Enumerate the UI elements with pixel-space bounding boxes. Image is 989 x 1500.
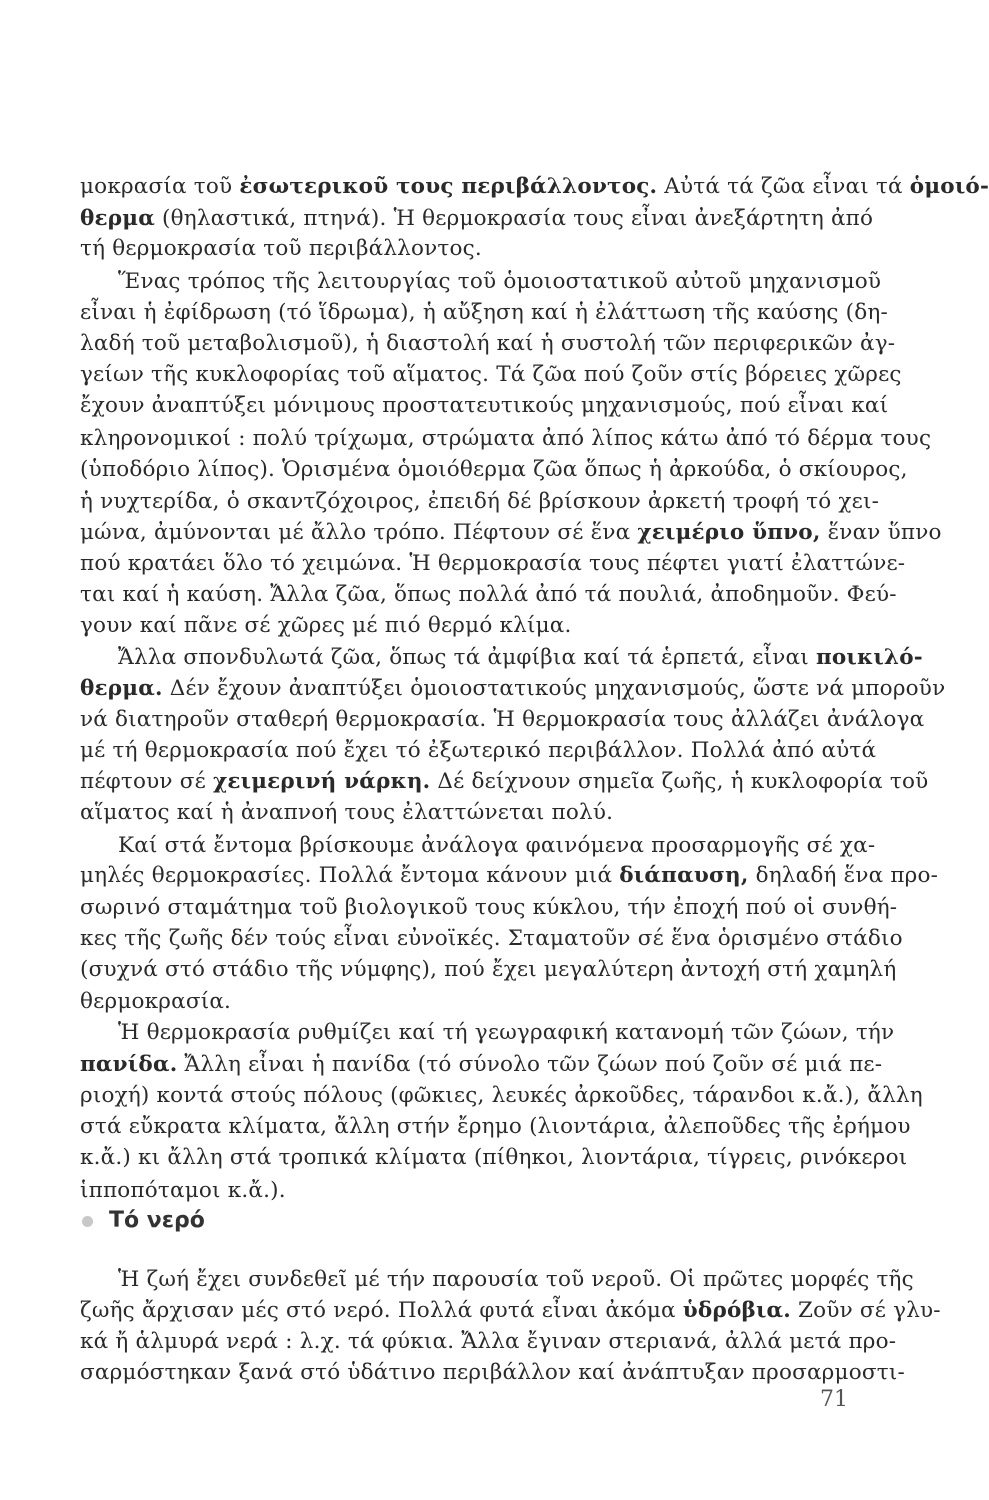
text-run: ἔχουν ἀναπτύξει μόνιμους προστατευτικούς μηχανισμούς, πού εἶναι καί	[80, 393, 889, 418]
text-line	[80, 1143, 908, 1173]
text-run: πέφτουν σέ	[80, 769, 213, 794]
text-line	[80, 736, 877, 766]
text-run: Ἡ ζωή ἔχει συνδεθεῖ μέ τήν παρουσία τοῦ νεροῦ. Οἱ πρῶτες μορφές τῆς	[118, 1267, 914, 1292]
text-run: Ἄλλα σπονδυλωτά ζῶα, ὅπως τά ἀμφίβια καί τά ἑρπετά, εἶναι	[118, 645, 816, 670]
text-line	[80, 360, 902, 390]
text-run: Καί στά ἔντομα βρίσκουμε ἀνάλογα φαινόμενα προσαρμογῆς σέ χα-	[118, 833, 876, 858]
text-run: ἡ νυχτερίδα, ὁ σκαντζόχοιρος, ἐπειδή δέ βρίσκουν ἀρκετή τροφή τό χει-	[80, 489, 880, 514]
text-line	[80, 518, 942, 548]
text-line	[80, 767, 929, 797]
text-line	[118, 831, 876, 861]
text-run: δηλαδή ἕνα προ-	[748, 863, 939, 888]
text-run: ζωῆς ἄρχισαν μές στό νερό. Πολλά φυτά εἶναι ἀκόμα	[80, 1298, 683, 1323]
bold-term: ὑδρόβια.	[682, 1298, 791, 1323]
text-run: πού κρατάει ὅλο τό χειμώνα. Ἡ θερμοκρασία τους πέφτει γιατί ἐλαττώνε-	[80, 551, 906, 576]
bold-term: χειμερινή νάρκη.	[213, 769, 431, 794]
text-line	[80, 924, 903, 954]
text-run: μοκρασία τοῦ	[80, 174, 240, 199]
text-run: (ὑποδόριο λίπος). Ὁρισμένα ὁμοιόθερμα ζῶα ὅπως ἡ ἀρκούδα, ὁ σκίουρος,	[80, 457, 908, 482]
text-line	[80, 1176, 840, 1206]
text-line	[80, 1358, 905, 1388]
text-line	[80, 298, 888, 328]
text-line	[80, 329, 896, 359]
text-run: εἶναι ἡ ἐφίδρωση (τό ἵδρωμα), ἡ αὔξηση καί ἡ ἐλάττωση τῆς καύσης (δη-	[80, 300, 888, 325]
bold-term: ποικιλό-	[815, 645, 923, 670]
bold-term: διάπαυση,	[619, 863, 749, 888]
text-line	[80, 1050, 883, 1080]
bold-term: θερμα.	[80, 676, 163, 701]
text-line	[80, 391, 889, 421]
text-run: νά διατηροῦν σταθερή θερμοκρασία. Ἡ θερμοκρασία τους ἀλλάζει ἀνάλογα	[80, 707, 925, 732]
text-run: γουν καί πᾶνε σέ χῶρες μέ πιό θερμό κλίμα.	[80, 613, 572, 638]
text-run: ται καί ἡ καύση. Ἄλλα ζῶα, ὅπως πολλά ἀπό τά πουλιά, ἀποδημοῦν. Φεύ-	[80, 582, 897, 607]
text-line	[80, 893, 898, 923]
text-line	[80, 611, 840, 641]
bold-term: ὁμοιό-	[909, 174, 989, 199]
text-line	[80, 204, 874, 234]
text-run: Ἡ θερμοκρασία ρυθμίζει καί τή γεωγραφική κατανομή τῶν ζώων, τήν	[118, 1020, 895, 1045]
page-number: 71	[820, 1387, 848, 1412]
text-line	[80, 1081, 923, 1111]
text-line	[80, 955, 897, 985]
text-run: θερμοκρασία.	[80, 989, 232, 1014]
text-run: μηλές θερμοκρασίες. Πολλά ἔντομα κάνουν μιά	[80, 863, 620, 888]
text-run: κες τῆς ζωῆς δέν τούς εἶναι εὐνοϊκές. Σταματοῦν σέ ἕνα ὁρισμένο στάδιο	[80, 926, 903, 951]
text-line	[80, 424, 932, 454]
text-run: γείων τῆς κυκλοφορίας τοῦ αἵματος. Τά ζῶα πού ζοῦν στίς βόρειες χῶρες	[80, 362, 902, 387]
text-run: λαδή τοῦ μεταβολισμοῦ), ἡ διαστολή καί ἡ συστολή τῶν περιφερικῶν ἀγ-	[80, 331, 896, 356]
text-line	[80, 1296, 941, 1326]
text-run: σωρινό σταμάτημα τοῦ βιολογικοῦ τους κύκλου, τήν ἐποχή πού οἱ συνθή-	[80, 895, 898, 920]
text-line	[118, 1018, 895, 1048]
text-run: στά εὔκρατα κλίματα, ἄλλη στήν ἔρημο (λιοντάρια, ἀλεποῦδες τῆς ἐρήμου	[80, 1114, 911, 1139]
text-line	[80, 705, 925, 735]
text-line	[80, 1112, 911, 1142]
text-run: (συχνά στό στάδιο τῆς νύμφης), πού ἔχει μεγαλύτερη ἀντοχή στή χαμηλή	[80, 957, 897, 982]
text-run: Αὐτά τά ζῶα εἶναι τά	[657, 174, 910, 199]
text-run: ἱπποπόταμοι κ.ἄ.).	[80, 1178, 286, 1203]
bold-term: πανίδα.	[80, 1052, 178, 1077]
bold-term: θερμα	[80, 206, 155, 231]
text-run: μώνα, ἀμύνονται μέ ἄλλο τρόπο. Πέφτουν σέ ἕνα	[80, 520, 638, 545]
text-run: Δέ δείχνουν σημεῖα ζωῆς, ἡ κυκλοφορία τοῦ	[430, 769, 929, 794]
text-run: αἵματος καί ἡ ἀναπνοή τους ἐλαττώνεται πολύ.	[80, 800, 614, 825]
bold-term: χειμέριο ὕπνο,	[637, 520, 821, 545]
text-line	[80, 987, 840, 1017]
text-line	[80, 798, 840, 828]
text-line	[118, 1265, 914, 1295]
text-line	[80, 549, 906, 579]
text-run: Ζοῦν σέ γλυ-	[791, 1298, 941, 1323]
text-line	[80, 455, 908, 485]
text-run: κληρονομικοί : πολύ τρίχωμα, στρώματα ἀπό λίπος κάτω ἀπό τό δέρμα τους	[80, 426, 932, 451]
text-run: ἕναν ὕπνο	[820, 520, 942, 545]
text-run: μέ τή θερμοκρασία πού ἔχει τό ἐξωτερικό περιβάλλον. Πολλά ἀπό αὐτά	[80, 738, 877, 763]
text-run: τή θερμοκρασία τοῦ περιβάλλοντος.	[80, 236, 482, 261]
text-line	[80, 1327, 897, 1357]
text-run: κ.ἄ.) κι ἄλλη στά τροπικά κλίματα (πίθηκοι, λιοντάρια, τίγρεις, ρινόκεροι	[80, 1145, 908, 1170]
bold-term: ἐσωτερικοῦ τους περιβάλλοντος.	[239, 174, 658, 199]
text-line	[80, 487, 880, 517]
section-heading-text: Τό νερό	[109, 1208, 205, 1233]
text-line	[80, 580, 897, 610]
text-run: ριοχή) κοντά στούς πόλους (φῶκιες, λευκές ἀρκοῦδες, τάρανδοι κ.ἄ.), ἄλλη	[80, 1083, 923, 1108]
text-line	[80, 674, 946, 704]
text-line	[118, 267, 882, 297]
bullet-icon	[82, 1216, 93, 1227]
text-run: Ἄλλη εἶναι ἡ πανίδα (τό σύνολο τῶν ζώων πού ζοῦν σέ μιά πε-	[177, 1052, 883, 1077]
text-line	[118, 643, 923, 673]
text-line	[80, 861, 939, 891]
section-heading	[82, 1208, 205, 1233]
text-line	[80, 234, 840, 264]
text-run: Δέν ἔχουν ἀναπτύξει ὁμοιοστατικούς μηχανισμούς, ὥστε νά μποροῦν	[162, 676, 946, 701]
text-run: (θηλαστικά, πτηνά). Ἡ θερμοκρασία τους εἶναι ἀνεξάρτητη ἀπό	[155, 206, 874, 231]
text-line	[80, 172, 989, 202]
text-run: κά ἤ ἁλμυρά νερά : λ.χ. τά φύκια. Ἄλλα ἔγιναν στεριανά, ἀλλά μετά προ-	[80, 1329, 897, 1354]
text-run: Ἕνας τρόπος τῆς λειτουργίας τοῦ ὁμοιοστατικοῦ αὐτοῦ μηχανισμοῦ	[118, 269, 882, 294]
text-run: σαρμόστηκαν ξανά στό ὑδάτινο περιβάλλον καί ἀνάπτυξαν προσαρμοστι-	[80, 1360, 905, 1385]
